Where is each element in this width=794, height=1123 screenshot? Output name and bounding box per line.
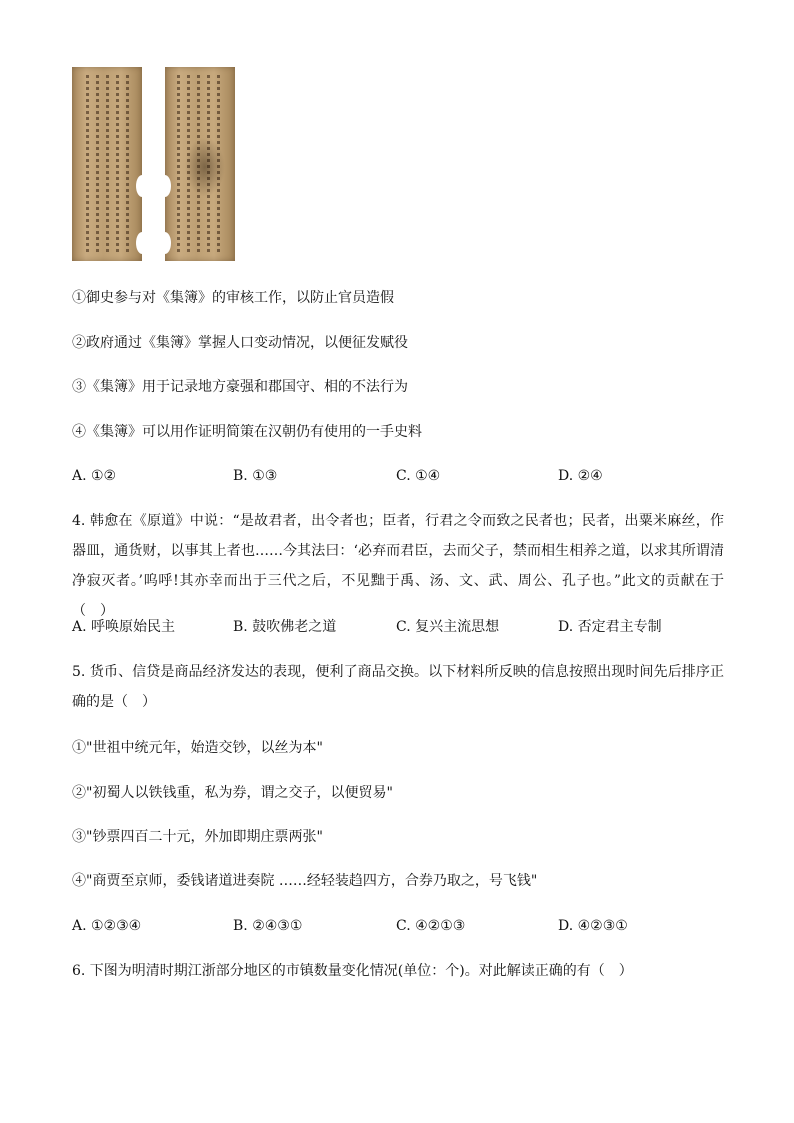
q6-stem: 6. 下图为明清时期江浙部分地区的市镇数量变化情况(单位：个)。对此解读正确的有（ ） xyxy=(72,963,633,979)
q4-option-b[interactable]: B. 鼓吹佛老之道 xyxy=(233,619,337,635)
q4-options xyxy=(72,617,722,637)
q3-option-d[interactable]: D. ②④ xyxy=(558,468,603,484)
q3-option-b[interactable]: B. ①③ xyxy=(233,468,278,484)
q3-options xyxy=(72,466,722,486)
q5-statement-2: ②"初蜀人以铁钱重，私为券，谓之交子，以便贸易" xyxy=(72,785,393,801)
q3-statement-2: ②政府通过《集簿》掌握人口变动情况，以便征发赋役 xyxy=(72,335,408,351)
q5-options xyxy=(72,916,722,936)
q3-option-a[interactable]: A. ①② xyxy=(72,468,117,484)
q3-option-c[interactable]: C. ①④ xyxy=(396,468,441,484)
q4-stem: 4. 韩愈在《原道》中说：“是故君者，出令者也；臣者，行君之令而致之民者也；民者，出粟米麻丝，作器皿，通货财，以事其上者也……今其法曰：‘必弃而君臣，去而父子，禁而相生相养之道，以求其所谓清净寂灭者。’呜呼!其亦幸而出于三代之后，不见黜于禹、汤、文、武、周公、孔子也。”此文的贡献在于（ ） xyxy=(72,513,724,619)
q3-statement-4: ④《集簿》可以用作证明简策在汉朝仍有使用的一手史料 xyxy=(72,424,422,440)
q5-statement-3: ③"钞票四百二十元，外加即期庄票两张" xyxy=(72,829,323,845)
q5-statement-1: ①"世祖中统元年，始造交钞，以丝为本" xyxy=(72,740,323,756)
q4-option-d[interactable]: D. 否定君主专制 xyxy=(558,619,662,635)
bamboo-slip-left xyxy=(72,67,142,261)
bamboo-slips-image xyxy=(72,67,236,261)
q5-option-b[interactable]: B. ②④③① xyxy=(233,918,303,934)
q3-statement-3: ③《集簿》用于记录地方豪强和郡国守、相的不法行为 xyxy=(72,379,408,395)
q3-statement-1: ①御史参与对《集簿》的审核工作，以防止官员造假 xyxy=(72,290,394,306)
q5-option-a[interactable]: A. ①②③④ xyxy=(72,918,142,934)
q4-option-c[interactable]: C. 复兴主流思想 xyxy=(396,619,500,635)
q4-option-a[interactable]: A. 呼唤原始民主 xyxy=(72,619,176,635)
q5-option-d[interactable]: D. ④②③① xyxy=(558,918,628,934)
q5-statement-4: ④"商贾至京师，委钱诸道进奏院 ……经轻装趋四方，合券乃取之，号飞钱" xyxy=(72,873,538,889)
q5-stem: 5. 货币、信贷是商品经济发达的表现，便利了商品交换。以下材料所反映的信息按照出现时间先后排序正确的是（ ） xyxy=(72,664,724,710)
q5-option-c[interactable]: C. ④②①③ xyxy=(396,918,466,934)
bamboo-slip-right xyxy=(165,67,235,261)
